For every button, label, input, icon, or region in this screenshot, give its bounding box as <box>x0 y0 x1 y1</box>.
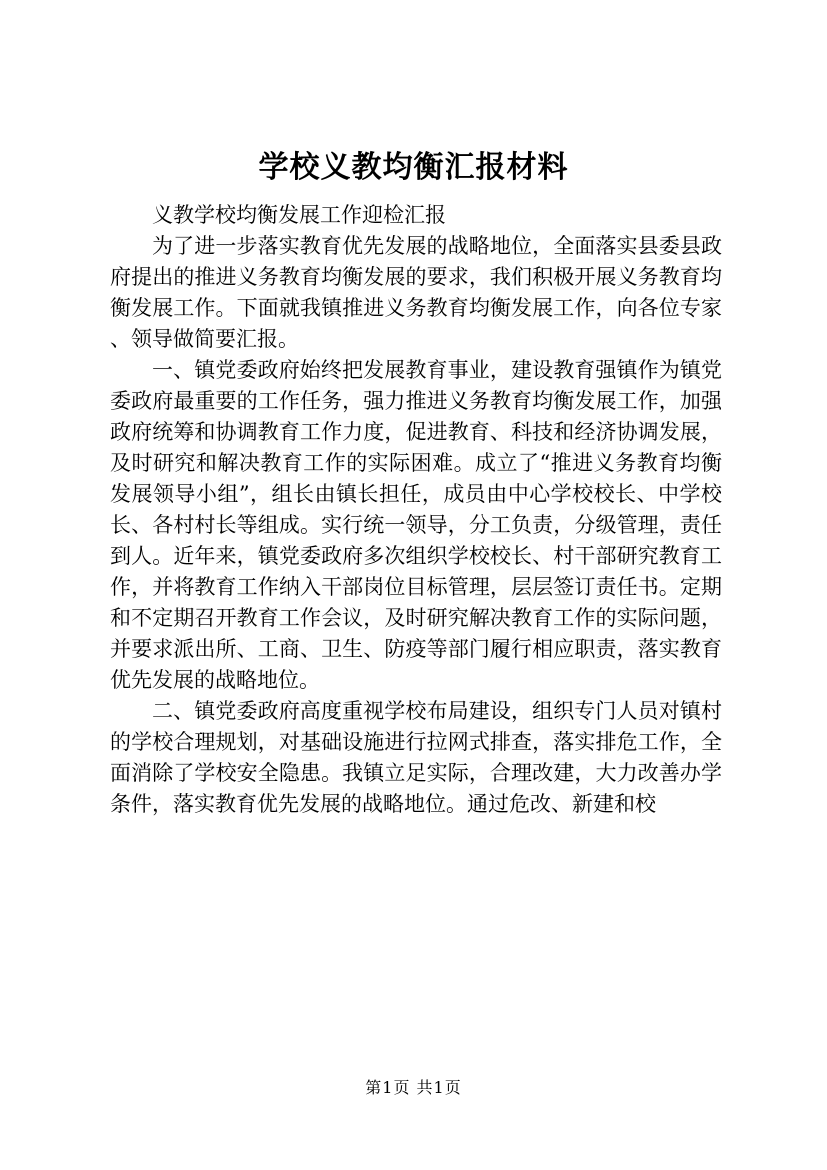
paragraph-section-one: 一、镇党委政府始终把发展教育事业，建设教育强镇作为镇党委政府最重要的工作任务，强力推进义务教育均衡发展工作，加强政府统筹和协调教育工作力度，促进教育、科技和经济协调发展，及时研究和解决教育工作的实际困难。成立了“推进义务教育均衡发展领导小组”，组长由镇长担任，成员由中心学校校长、中学校长、各村村长等组成。实行统一领导，分工负责，分级管理，责任到人。近年来，镇党委政府多次组织学校校长、村干部研究教育工作，并将教育工作纳入干部岗位目标管理，层层签订责任书。定期和不定期召开教育工作会议，及时研究解决教育工作的实际问题，并要求派出所、工商、卫生、防疫等部门履行相应职责，落实教育优先发展的战略地位。 <box>110 358 722 692</box>
document-body <box>110 200 722 820</box>
paragraph-section-two: 二、镇党委政府高度重视学校布局建设，组织专门人员对镇村的学校合理规划，对基础设施进行拉网式排查，落实排危工作，全面消除了学校安全隐患。我镇立足实际，合理改建，大力改善办学条件，落实教育优先发展的战略地位。通过危改、新建和校 <box>110 699 722 816</box>
document-title: 学校义教均衡汇报材料 <box>258 150 569 185</box>
paragraph-subtitle: 义教学校均衡发展工作迎检汇报 <box>152 203 446 227</box>
page-footer: 第1页 共1页 <box>365 1078 462 1097</box>
paragraph-intro: 为了进一步落实教育优先发展的战略地位，全面落实县委县政府提出的推进义务教育均衡发展的要求，我们积极开展义务教育均衡发展工作。下面就我镇推进义务教育均衡发展工作，向各位专家、领导做简要汇报。 <box>110 234 722 351</box>
